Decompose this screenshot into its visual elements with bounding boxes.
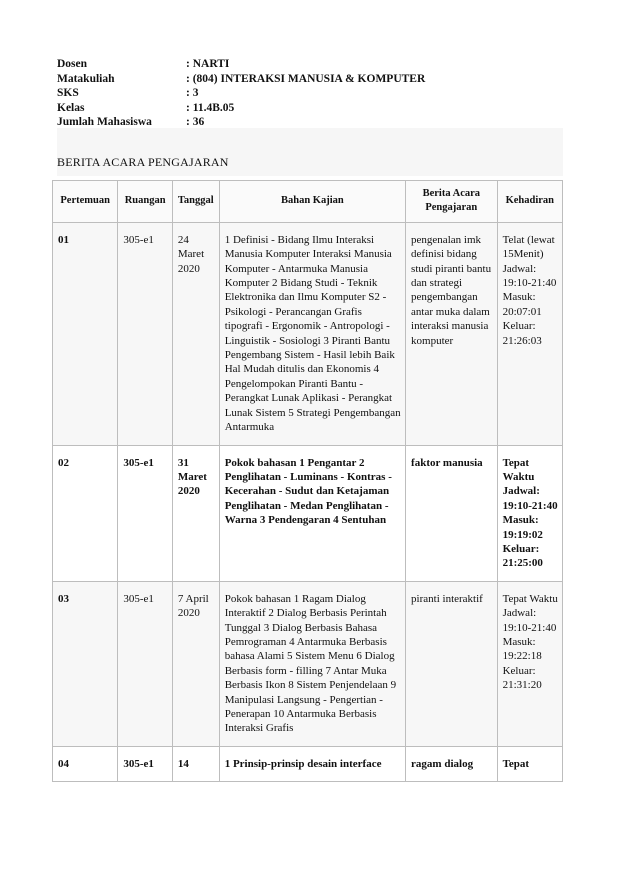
table-row (53, 222, 563, 445)
cell-ruangan: 305-e1 (118, 581, 172, 746)
info-row-dosen (57, 57, 563, 72)
cell-berita-acara: ragam dialog (406, 746, 498, 781)
info-value: : (804) INTERAKSI MANUSIA & KOMPUTER (186, 72, 426, 85)
cell-pertemuan: 03 (53, 581, 118, 746)
cell-ruangan: 305-e1 (118, 445, 172, 581)
cell-ruangan: 305-e1 (118, 746, 172, 781)
cell-ruangan: 305-e1 (118, 222, 172, 445)
section-title: BERITA ACARA PENGAJARAN (57, 155, 229, 169)
header-tanggal: Tanggal (172, 181, 219, 223)
header-bahan-kajian: Bahan Kajian (219, 181, 405, 223)
header-ruangan: Ruangan (118, 181, 172, 223)
cell-kehadiran: Tepat (497, 746, 562, 781)
info-label: Jumlah Mahasiswa (57, 116, 152, 128)
info-value: : NARTI (186, 58, 230, 70)
info-row-matakuliah (57, 72, 563, 87)
info-value: : 3 (186, 87, 199, 99)
cell-kehadiran: Tepat Waktu Jadwal: 19:10-21:40 Masuk: 19:22:18 Keluar: 21:31:20 (497, 581, 562, 746)
cell-tanggal: 31 Maret 2020 (172, 445, 219, 581)
info-row-sks (57, 86, 563, 101)
cell-pertemuan: 04 (53, 746, 118, 781)
cell-tanggal: 24 Maret 2020 (172, 222, 219, 445)
header-berita-acara: Berita Acara Pengajaran (406, 181, 498, 223)
cell-pertemuan: 02 (53, 445, 118, 581)
header-pertemuan: Pertemuan (53, 181, 118, 223)
cell-pertemuan: 01 (53, 222, 118, 445)
cell-berita-acara: piranti interaktif (406, 581, 498, 746)
cell-tanggal: 7 April 2020 (172, 581, 219, 746)
info-label: Dosen (57, 58, 88, 70)
table-row (53, 581, 563, 746)
table-header-row (53, 181, 563, 223)
cell-bahan-kajian: 1 Definisi - Bidang Ilmu Interaksi Manusia Komputer Interaksi Manusia Komputer - Antarmuka Manusia Komputer 2 Bidang Studi - Teknik Elektronika dan Ilmu Komputer S2 - Psikologi - Perancangan Grafis tipografi - Ergonomik - Antropologi - Linguistik - Sosiologi 3 Piranti Bantu Pengembang Sistem - Hasil lebih Baik Hal Mudah ditulis dan Ekonomis 4 Pengelompokan Piranti Bantu - Perangkat Lunak Aplikasi - Perangkat Lunak Sistem 5 Strategi Pengembangan Antarmuka (219, 222, 405, 445)
cell-tanggal: 14 (172, 746, 219, 781)
cell-bahan-kajian: Pokok bahasan 1 Pengantar 2 Penglihatan - Luminans - Kontras - Kecerahan - Sudut dan Ketajaman Penglihatan - Medan Penglihatan - Warna 3 Pendengaran 4 Sentuhan (219, 445, 405, 581)
info-label: Matakuliah (57, 72, 115, 85)
info-label: SKS (57, 87, 79, 99)
cell-berita-acara: pengenalan imk definisi bidang studi piranti bantu dan strategi pengembangan antar muka dalam interaksi manusia komputer (406, 222, 498, 445)
cell-kehadiran: Tepat Waktu Jadwal: 19:10-21:40 Masuk: 19:19:02 Keluar: 21:25:00 (497, 445, 562, 581)
table-row (53, 445, 563, 581)
cell-bahan-kajian: 1 Prinsip-prinsip desain interface (219, 746, 405, 781)
header-kehadiran: Kehadiran (497, 181, 562, 223)
info-value: : 36 (186, 116, 205, 128)
course-info (57, 57, 563, 130)
info-label: Kelas (57, 101, 85, 114)
info-row-kelas (57, 101, 563, 116)
teaching-log-table (52, 180, 563, 782)
cell-kehadiran: Telat (lewat 15Menit) Jadwal: 19:10-21:40 Masuk: 20:07:01 Keluar: 21:26:03 (497, 222, 562, 445)
info-value: : 11.4B.05 (186, 101, 235, 114)
cell-bahan-kajian: Pokok bahasan 1 Ragam Dialog Interaktif 2 Dialog Berbasis Perintah Tunggal 3 Dialog Berbasis Bahasa Pemrograman 4 Antarmuka Berbasis bahasa Alami 5 Sistem Menu 6 Dialog Berbasis form - filling 7 Antar Muka Berbasis Ikon 8 Sistem Penjendelaan 9 Manipulasi Langsung - Pengertian - Penerapan 10 Antarmuka Berbasis Interaksi Grafis (219, 581, 405, 746)
cell-berita-acara: faktor manusia (406, 445, 498, 581)
table-row (53, 746, 563, 781)
